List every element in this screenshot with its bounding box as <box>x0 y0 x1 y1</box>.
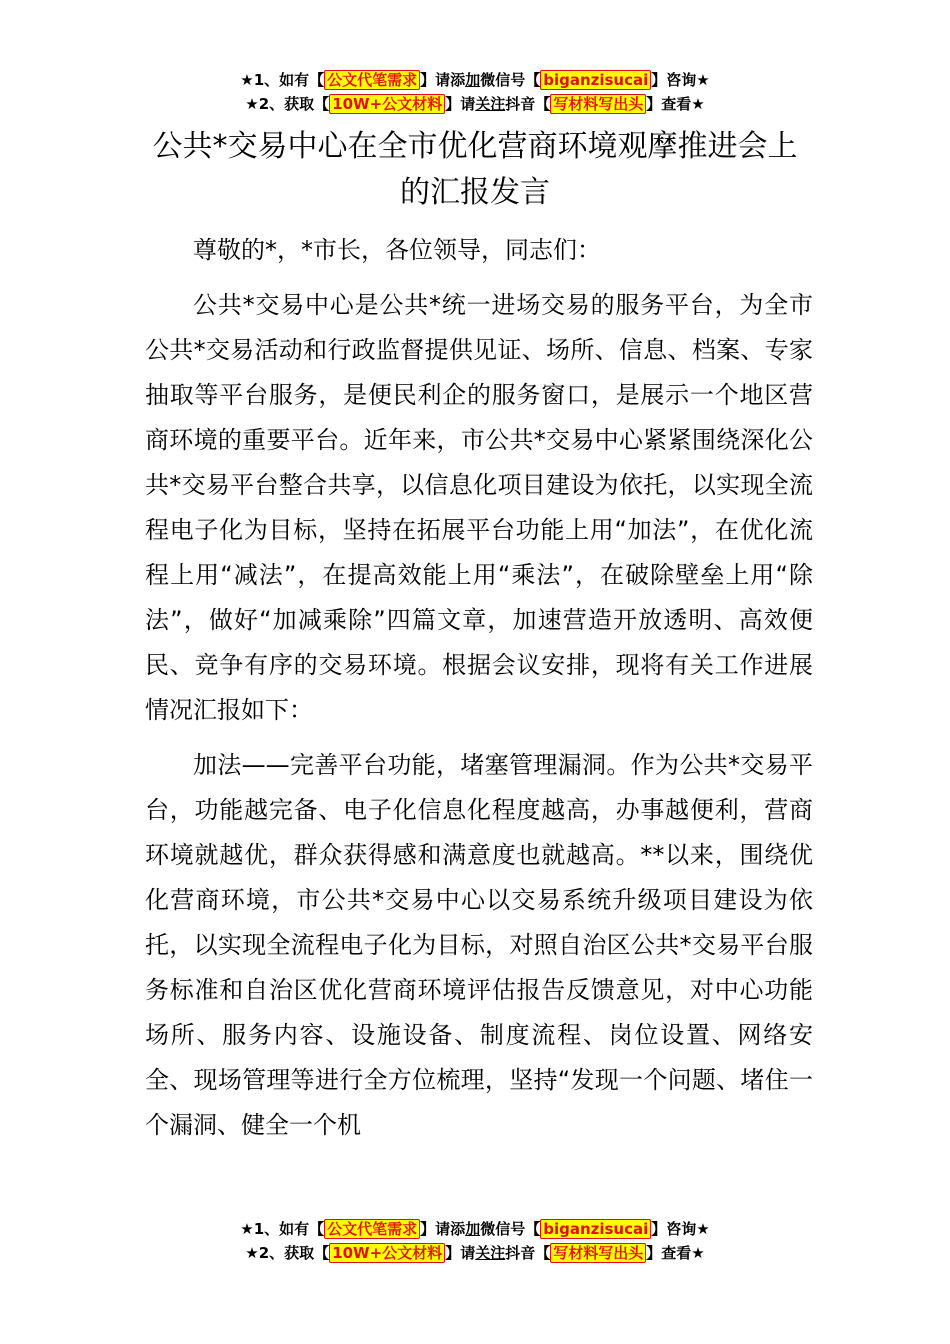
highlight-label: 10W+公文材料 <box>329 1243 445 1263</box>
banner-line-1 <box>0 68 950 92</box>
header-banner <box>0 68 950 116</box>
intro-paragraph: 公共*交易中心是公共*统一进场交易的服务平台，为全市公共*交易活动和行政监督提供见证、场所、信息、档案、专家抽取等平台服务，是便民利企的服务窗口，是展示一个地区营商环境的重要平台。近年来，市公共*交易中心紧紧围绕深化公共*交易平台整合共享，以信息化项目建设为依托，以实现全流程电子化为目标，坚持在拓展平台功能上用“加法”，在优化流程上用“减法”，在提高效能上用“乘法”，在破除壁垒上用“除法”，做好“加减乘除”四篇文章，加速营造开放透明、高效便民、竞争有序的交易环境。根据会议安排，现将有关工作进展情况汇报如下： <box>145 291 813 724</box>
salutation-paragraph: 尊敬的*，*市长，各位领导，同志们： <box>193 236 601 264</box>
banner-text: 抖音【 <box>505 95 551 113</box>
banner-line-1 <box>0 1217 950 1241</box>
banner-text: ★1、如有【 <box>240 71 325 89</box>
banner-text: 】请添 <box>420 1220 466 1238</box>
banner-text: 】请添 <box>420 71 466 89</box>
banner-text: 】请 <box>445 95 476 113</box>
highlight-label: 10W+公文材料 <box>329 94 445 114</box>
banner-text: 】查看★ <box>646 95 705 113</box>
addition-section-paragraph: 加法——完善平台功能，堵塞管理漏洞。作为公共*交易平台，功能越完备、电子化信息化程度越高，办事越便利，营商环境就越优，群众获得感和满意度也就越高。**以来，围绕优化营商环境，市公共*交易中心以交易系统升级项目建设为依托，以实现全流程电子化为目标，对照自治区公共*交易平台服务标准和自治区优化营商环境评估报告反馈意见，对中心功能场所、服务内容、设施设备、制度流程、岗位设置、网络安全、现场管理等进行全方位梳理，坚持“发现一个问题、堵住一个漏洞、健全一个机 <box>145 751 813 1139</box>
banner-text: 关注 <box>475 95 506 113</box>
document-body <box>145 228 813 1158</box>
highlight-label: 公文代笔需求 <box>324 1219 420 1239</box>
highlight-label: biganzisucai <box>540 70 651 90</box>
document-title: 公共*交易中心在全市优化营商环境观摩推进会上的汇报发言 <box>152 129 798 210</box>
banner-text: 微信号【 <box>480 1220 541 1238</box>
banner-text: ★2、获取【 <box>245 1244 330 1262</box>
highlight-label: biganzisucai <box>540 1219 651 1239</box>
highlight-label: 写材料写出头 <box>550 1243 646 1263</box>
footer-banner <box>0 1217 950 1265</box>
banner-text: 】请 <box>445 1244 476 1262</box>
highlight-label: 写材料写出头 <box>550 94 646 114</box>
banner-text: ★1、如有【 <box>240 1220 325 1238</box>
banner-line-2 <box>0 1241 950 1265</box>
banner-text: 】咨询★ <box>651 71 710 89</box>
banner-text: 关注 <box>475 1244 506 1262</box>
banner-text: 加 <box>465 1220 481 1238</box>
banner-text: 】咨询★ <box>651 1220 710 1238</box>
banner-text: 微信号【 <box>480 71 541 89</box>
banner-text: 】查看★ <box>646 1244 705 1262</box>
banner-text: 加 <box>465 71 481 89</box>
banner-line-2 <box>0 92 950 116</box>
banner-text: 抖音【 <box>505 1244 551 1262</box>
banner-text: ★2、获取【 <box>245 95 330 113</box>
highlight-label: 公文代笔需求 <box>324 70 420 90</box>
